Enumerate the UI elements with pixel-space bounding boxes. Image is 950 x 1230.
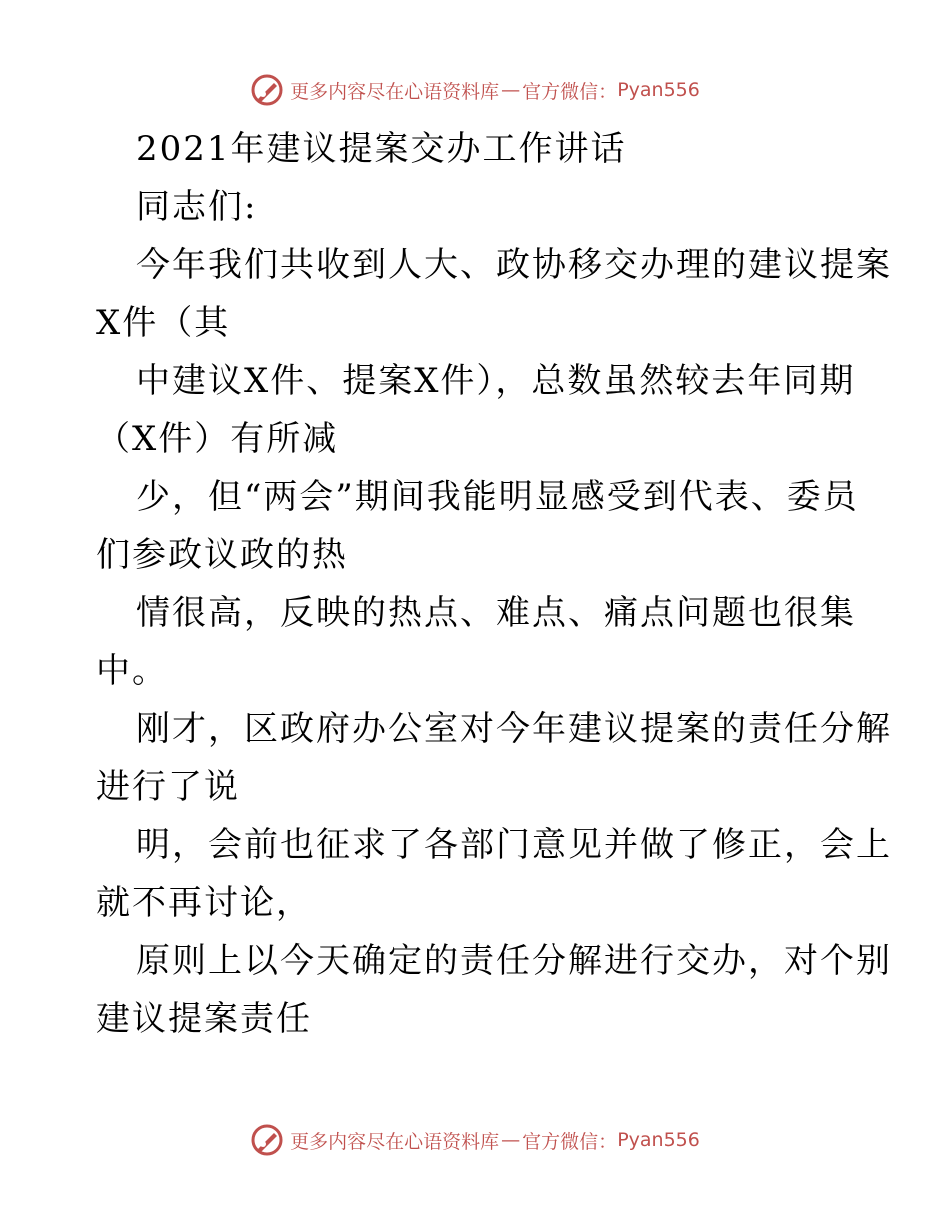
watermark-wechat-id: Pyan556 xyxy=(617,1129,700,1151)
text-line: X件（其 xyxy=(96,303,231,343)
pen-logo-icon xyxy=(250,73,284,107)
text-line: 中建议X件、提案X件），总数虽然较去年同期 xyxy=(136,361,856,401)
watermark-text: 更多内容尽在心语资料库 xyxy=(290,80,500,103)
watermark-wechat-label: 官方微信： xyxy=(522,1130,618,1153)
pen-logo-icon xyxy=(250,1123,284,1157)
text-line: 明，会前也征求了各部门意见并做了修正，会上 xyxy=(136,825,892,865)
document-body xyxy=(96,120,892,1048)
watermark-wechat-id: Pyan556 xyxy=(617,79,700,101)
watermark-wechat-label: 官方微信： xyxy=(522,80,618,103)
text-line: 刚才，区政府办公室对今年建议提案的责任分解 xyxy=(136,709,892,749)
header-watermark xyxy=(0,70,950,110)
text-line: 就不再讨论， xyxy=(96,883,312,923)
footer-watermark xyxy=(0,1120,950,1160)
text-line: 同志们: xyxy=(136,187,258,227)
watermark-dash: — xyxy=(501,79,521,101)
text-line: 2021年建议提案交办工作讲话 xyxy=(136,129,627,169)
text-line: 情很高，反映的热点、难点、痛点问题也很集 xyxy=(136,593,856,633)
watermark-text: 更多内容尽在心语资料库 xyxy=(290,1130,500,1153)
watermark-dash: — xyxy=(501,1129,521,1151)
text-line: 进行了说 xyxy=(96,767,240,807)
text-line: 少，但“两会”期间我能明显感受到代表、委员 xyxy=(136,477,859,517)
text-line: （X件）有所减 xyxy=(96,419,339,459)
text-line: 们参政议政的热 xyxy=(96,535,348,575)
text-line: 中。 xyxy=(96,651,168,691)
text-line: 今年我们共收到人大、政协移交办理的建议提案 xyxy=(136,245,892,285)
text-line: 建议提案责任 xyxy=(96,999,312,1039)
text-line: 原则上以今天确定的责任分解进行交办，对个别 xyxy=(136,941,892,981)
